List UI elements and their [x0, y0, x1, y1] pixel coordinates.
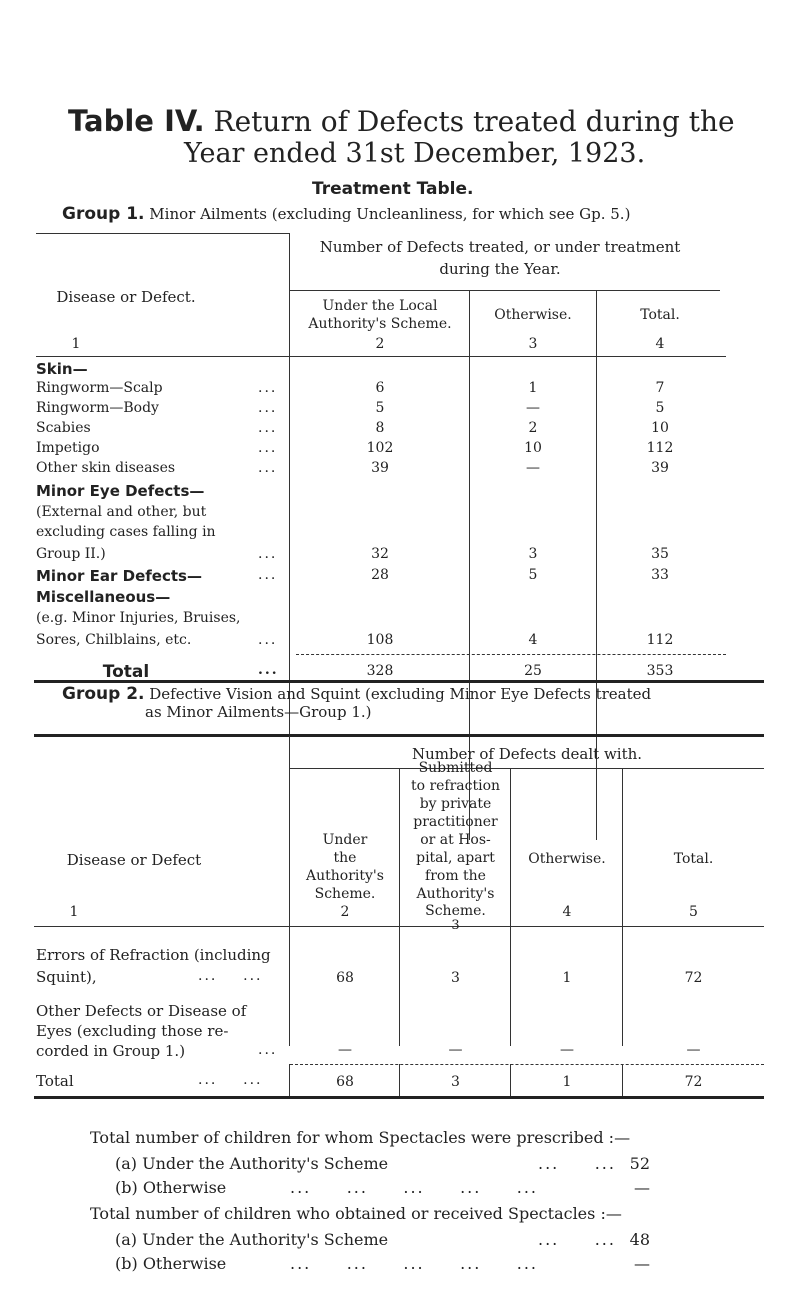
eye-heading: Minor Eye Defects— — [36, 482, 205, 500]
group2-col2-line: the — [333, 850, 357, 866]
table-title — [68, 104, 735, 138]
group1-span-header-2: during the Year. — [439, 260, 561, 278]
group1-description: Minor Ailments (excluding Uncleanliness, for which see Gp. 5.) — [149, 205, 631, 223]
group2-col3-line: Scheme. — [425, 903, 486, 919]
spectacles-prescribed-a-label: (a) Under the Authority's Scheme — [115, 1154, 389, 1173]
row-label: Other skin diseases — [36, 460, 176, 476]
cell-value: 112 — [646, 632, 674, 648]
group2-col4-num: 4 — [562, 904, 572, 920]
skin-heading: Skin— — [36, 360, 88, 378]
cell-value: 39 — [371, 460, 389, 476]
cell-value: 1 — [562, 970, 572, 986]
cell-value: 5 — [655, 400, 665, 416]
group2-label: Group 2. — [62, 684, 145, 704]
group2-description: Defective Vision and Squint (excluding Minor Eye Defects treated — [149, 685, 652, 703]
cell-value: 6 — [375, 380, 385, 396]
cell-value: 1 — [528, 380, 538, 396]
group1-span-header-1: Number of Defects treated, or under treatment — [319, 238, 681, 256]
table-number: Table IV. — [68, 104, 205, 138]
cell-value: 7 — [655, 380, 665, 396]
cell-value: 10 — [651, 420, 669, 436]
cell-value: 39 — [651, 460, 669, 476]
group1-bottom-rule — [34, 680, 764, 683]
group2-col3-line: or at Hos- — [420, 832, 491, 848]
leader-dots: ... — [258, 420, 278, 436]
cell-value: 2 — [528, 420, 538, 436]
spectacles-obtained-a-value: 48 — [629, 1230, 650, 1249]
group2-col2-line: Under — [322, 832, 368, 848]
group2-col3-line: to refraction — [410, 778, 501, 794]
leader-dots: ... ... ... ... ... — [290, 1254, 539, 1273]
group2-header-rule — [34, 926, 764, 927]
group2-col5: Total. — [673, 851, 714, 867]
group2-top-rule — [34, 734, 764, 737]
total-label: Total — [36, 1072, 74, 1090]
total-value: 328 — [366, 663, 394, 679]
treatment-heading: Treatment Table. — [312, 179, 474, 199]
cell-value: 5 — [375, 400, 385, 416]
row-label: Squint), — [36, 968, 97, 986]
cell-value: — — [560, 1042, 574, 1058]
leader-dots: ... — [258, 400, 278, 416]
spectacles-obtained-b-label: (b) Otherwise — [115, 1254, 227, 1273]
spectacles-obtained-a-label: (a) Under the Authority's Scheme — [115, 1230, 389, 1249]
group2-col2-line: Scheme. — [314, 886, 376, 902]
row-label: Impetigo — [36, 440, 100, 456]
group1-col3: Otherwise. — [494, 307, 572, 323]
group2-col5-num: 5 — [689, 904, 698, 920]
group1-col2-line2: Authority's Scheme. — [308, 316, 452, 332]
row-label: Ringworm—Body — [36, 400, 159, 416]
cell-value: 102 — [366, 440, 394, 456]
group1-col4-num: 4 — [655, 336, 665, 352]
row-label: Errors of Refraction (including — [36, 946, 271, 964]
cell-value: 108 — [366, 632, 394, 648]
group2-col3-line: Authority's — [416, 886, 495, 902]
cell-value: — — [526, 460, 540, 476]
leader-dots: ... ... — [198, 1072, 263, 1088]
leader-dots: ... — [258, 380, 278, 396]
group2-subheader-rule — [290, 768, 764, 769]
misc-heading: Miscellaneous— — [36, 588, 171, 606]
leader-dots: ... — [258, 460, 278, 476]
group2-col3-num: 3 — [451, 918, 460, 933]
row-label: Scabies — [36, 420, 91, 436]
leader-dots: ... — [243, 968, 263, 984]
spectacles-prescribed-b-value: — — [634, 1178, 650, 1197]
total-value: 3 — [451, 1074, 460, 1090]
table-title-text: Return of Defects treated during the — [213, 105, 735, 138]
leader-dots: ... — [258, 546, 278, 562]
cell-value: — — [338, 1042, 352, 1058]
total-value: 25 — [524, 663, 542, 679]
group2-col4: Otherwise. — [528, 851, 606, 867]
spectacles-prescribed-b-label: (b) Otherwise — [115, 1178, 227, 1197]
eye-note-1: (External and other, but — [36, 504, 207, 520]
total-value: 72 — [684, 1074, 703, 1090]
group2-col3-line: pital, apart — [416, 850, 495, 866]
group2-col-disease: Disease or Defect — [66, 851, 202, 869]
group1-col-disease-num: 1 — [71, 336, 81, 352]
leader-dots: ... ... — [198, 968, 263, 984]
total-value: 68 — [336, 1074, 354, 1090]
row-label: corded in Group 1.) — [36, 1042, 186, 1060]
group1-col-disease: Disease or Defect. — [56, 288, 196, 306]
row-label: Group II.) — [36, 546, 106, 562]
leader-dots: ... — [258, 1042, 278, 1058]
cell-value: 28 — [371, 567, 389, 583]
total-label: Total — [102, 662, 150, 682]
leader-dots: ... — [594, 1230, 616, 1249]
cell-value: 8 — [375, 420, 385, 436]
group1-subheader-rule — [290, 290, 720, 291]
total-rule — [296, 654, 726, 655]
spectacles-prescribed-heading: Total number of children for whom Spectacles were prescribed :— — [90, 1128, 631, 1147]
leader-dots: ... ... ... ... ... — [290, 1178, 539, 1197]
cell-value: 4 — [528, 632, 538, 648]
row-label: Sores, Chilblains, etc. — [36, 632, 192, 648]
group2-heading — [62, 684, 651, 704]
row-label: Ringworm—Scalp — [36, 380, 163, 396]
total-value: 1 — [562, 1074, 572, 1090]
spectacles-obtained-b-value: — — [634, 1254, 650, 1273]
leader-dots: ... ... — [538, 1230, 616, 1249]
group2-col2-line: Authority's — [306, 868, 384, 884]
leader-dots: ... — [243, 1072, 263, 1088]
group2-span-header: Number of Defects dealt with. — [411, 745, 643, 763]
cell-value: 5 — [528, 567, 538, 583]
group1-label: Group 1. — [62, 204, 145, 224]
table-subtitle: Year ended 31st December, 1923. — [184, 138, 646, 169]
cell-value: — — [526, 400, 540, 416]
group1-col3-num: 3 — [528, 336, 538, 352]
leader-dots: ... — [258, 567, 278, 583]
cell-value: 72 — [684, 970, 703, 986]
group2-description-2: as Minor Ailments—Group 1.) — [145, 703, 372, 721]
cell-value: 10 — [524, 440, 542, 456]
group2-col3-line: Submitted — [418, 760, 493, 776]
group2-col2-num: 2 — [340, 904, 350, 920]
row-label: Other Defects or Disease of — [36, 1002, 247, 1020]
cell-value: 3 — [451, 970, 460, 986]
group2-col3-line: practitioner — [413, 814, 498, 830]
cell-value: 112 — [646, 440, 674, 456]
group1-col2-line1: Under the Local — [322, 298, 438, 314]
row-label: Eyes (excluding those re- — [36, 1022, 229, 1040]
cell-value: 32 — [371, 546, 389, 562]
eye-note-2: excluding cases falling in — [36, 524, 216, 540]
spectacles-prescribed-a-value: 52 — [629, 1154, 650, 1173]
group1-heading — [62, 204, 630, 224]
spectacles-obtained-heading: Total number of children who obtained or received Spectacles :— — [90, 1204, 622, 1223]
leader-dots: ... ... — [538, 1154, 616, 1173]
group1-col2-num: 2 — [375, 336, 385, 352]
group1-col4: Total. — [640, 307, 680, 323]
leader-dots: ... — [258, 440, 278, 456]
group2-bottom-rule — [34, 1096, 764, 1099]
cell-value: 35 — [651, 546, 669, 562]
cell-value: — — [686, 1042, 701, 1058]
group2-col3-line: from the — [425, 868, 486, 884]
cell-value: — — [448, 1042, 463, 1058]
cell-value: 68 — [336, 970, 354, 986]
leader-dots: ... — [258, 662, 279, 678]
cell-value: 3 — [528, 546, 538, 562]
total-value: 353 — [646, 663, 674, 679]
cell-value: 33 — [651, 567, 669, 583]
leader-dots: ... — [594, 1154, 616, 1173]
leader-dots: ... — [258, 632, 278, 648]
group1-header-rule — [36, 356, 726, 357]
misc-note-1: (e.g. Minor Injuries, Bruises, — [36, 610, 241, 626]
group2-col-disease-num: 1 — [69, 904, 79, 920]
group1-top-rule — [36, 233, 290, 234]
group2-col3-line: by private — [419, 796, 492, 812]
ear-heading: Minor Ear Defects— — [36, 567, 202, 585]
total-rule — [290, 1064, 764, 1065]
